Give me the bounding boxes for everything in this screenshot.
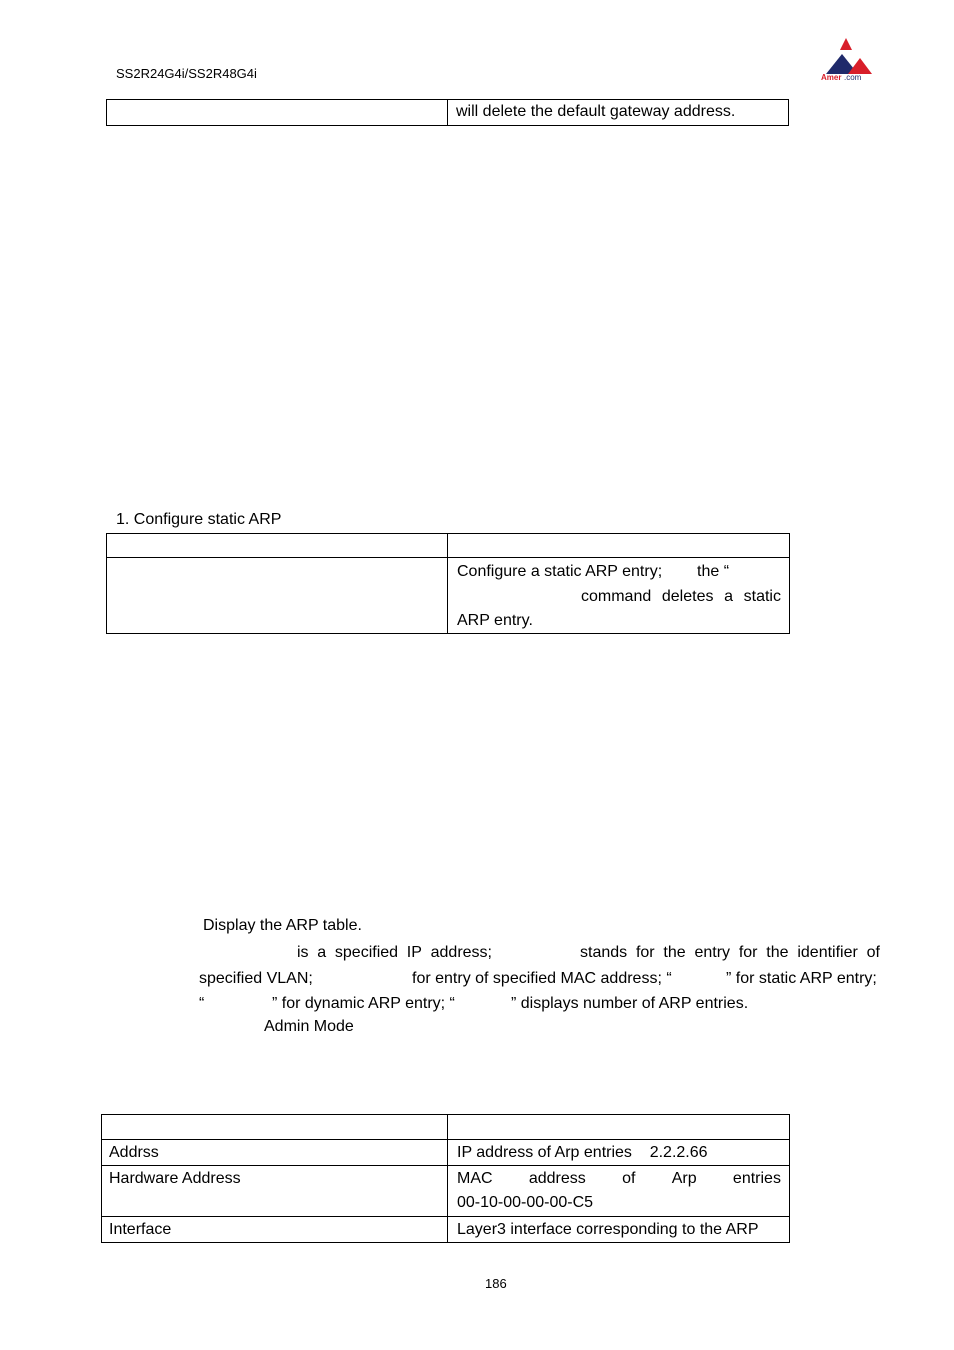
parameter-line3-b: ” for dynamic ARP entry; “ bbox=[272, 995, 455, 1012]
arp-config-table bbox=[106, 533, 790, 634]
result-table-col-divider bbox=[447, 1114, 448, 1243]
parameter-word: the bbox=[766, 944, 789, 961]
arp-config-word: static bbox=[743, 588, 781, 605]
parameter-word: specified bbox=[334, 944, 399, 961]
parameter-word: the bbox=[663, 944, 686, 961]
parameter-word: for bbox=[738, 944, 758, 961]
result-desc-word: entries bbox=[732, 1170, 781, 1187]
parameter-line3-a: “ bbox=[199, 995, 205, 1012]
parameter-word: for bbox=[635, 944, 655, 961]
result-desc-word: Arp bbox=[671, 1170, 697, 1187]
parameter-line3-c: ” displays number of ARP entries. bbox=[511, 995, 749, 1012]
result-row-field: Addrss bbox=[109, 1144, 159, 1161]
result-row-field: Interface bbox=[109, 1221, 172, 1238]
arp-config-line1-a: Configure a static ARP entry; bbox=[457, 563, 663, 580]
svg-text:.com: .com bbox=[844, 73, 862, 82]
result-table-row-divider bbox=[101, 1165, 790, 1166]
document-header-model: SS2R24G4i/SS2R48G4i bbox=[116, 66, 257, 81]
arp-config-table-row-divider bbox=[106, 557, 790, 558]
svg-text:Amer: Amer bbox=[821, 73, 842, 82]
arp-config-line2 bbox=[581, 585, 781, 609]
parameter-line2-a: specified VLAN; bbox=[199, 970, 313, 987]
parameter-word: is bbox=[297, 944, 309, 961]
arp-config-line3: ARP entry. bbox=[457, 612, 533, 629]
parameter-word: IP bbox=[406, 944, 422, 961]
parameter-word: address; bbox=[430, 944, 492, 961]
arp-config-word: a bbox=[724, 588, 733, 605]
parameter-word: identifier bbox=[797, 944, 858, 961]
parameter-line2-c: ” for static ARP entry; bbox=[726, 970, 877, 987]
result-row-desc: Layer3 interface corresponding to the ARP bbox=[457, 1221, 759, 1238]
arp-config-line1-b: the “ bbox=[697, 563, 730, 580]
result-desc-word: of bbox=[622, 1170, 636, 1187]
parameter-line2-b: for entry of specified MAC address; “ bbox=[412, 970, 672, 987]
function-description: Display the ARP table. bbox=[203, 917, 362, 934]
result-row-desc: IP address of Arp entries 2.2.2.66 bbox=[457, 1144, 708, 1161]
top-table-divider bbox=[447, 99, 448, 126]
result-table-row-divider bbox=[101, 1139, 790, 1140]
result-desc-word: address bbox=[528, 1170, 586, 1187]
parameter-word: stands bbox=[580, 944, 628, 961]
arp-config-word: deletes bbox=[661, 588, 714, 605]
result-table-row-divider bbox=[101, 1216, 790, 1217]
command-mode: Admin Mode bbox=[264, 1018, 354, 1035]
section-heading: 1. Configure static ARP bbox=[116, 511, 282, 528]
result-desc-word: MAC bbox=[457, 1170, 493, 1187]
result-row-desc bbox=[457, 1167, 781, 1191]
page-number: 186 bbox=[485, 1276, 507, 1291]
arp-config-table-col-divider bbox=[447, 533, 448, 634]
result-row-desc-line2: 00-10-00-00-00-C5 bbox=[457, 1194, 594, 1211]
amer-logo bbox=[818, 36, 878, 82]
parameter-word: entry bbox=[694, 944, 731, 961]
parameter-word: of bbox=[866, 944, 880, 961]
parameter-line1-b bbox=[580, 941, 880, 965]
parameter-word: a bbox=[317, 944, 327, 961]
parameter-line1-a bbox=[297, 941, 492, 965]
arp-config-word: command bbox=[581, 588, 652, 605]
result-row-field: Hardware Address bbox=[109, 1170, 241, 1187]
amer-logo-icon bbox=[818, 36, 878, 82]
top-table-right-cell: will delete the default gateway address. bbox=[456, 103, 736, 120]
